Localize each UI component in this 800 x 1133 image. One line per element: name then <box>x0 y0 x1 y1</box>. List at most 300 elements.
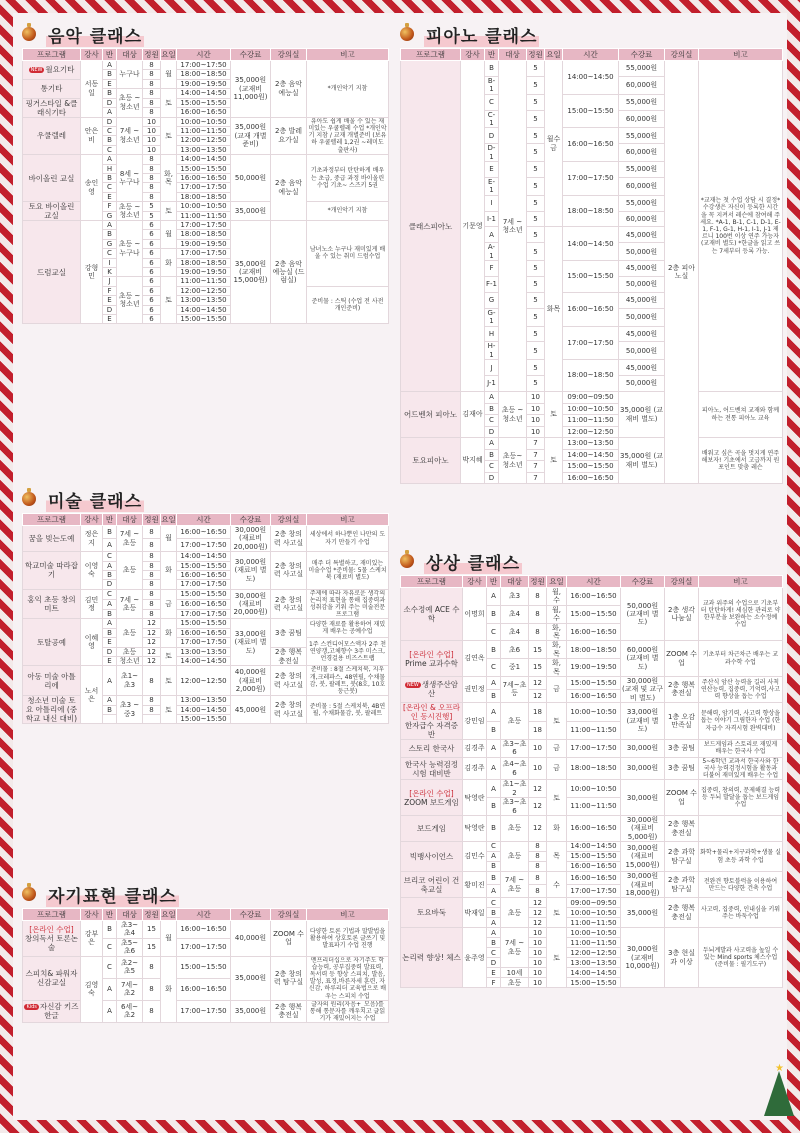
class-cell: B <box>487 798 501 816</box>
program-title: 우쿨렐레 <box>37 131 66 141</box>
room-cell: 2층 과학탐구실 <box>665 872 699 898</box>
program-name <box>23 1000 81 1023</box>
table-row <box>401 392 783 404</box>
program-name <box>23 221 81 324</box>
capacity-cell: 5 <box>143 211 161 221</box>
class-cell: A <box>103 696 117 705</box>
program-name: 어드벤쳐 피아노 <box>401 392 461 438</box>
time-cell: 16:00~16:50 <box>563 292 619 326</box>
target-cell: 초4 <box>501 623 529 641</box>
time-cell: 16:00~16:50 <box>177 173 231 182</box>
time-cell: 10:00~10:50 <box>567 928 621 938</box>
program-title: Prime 교과수학 <box>405 658 458 668</box>
day-cell: 월, 수 <box>547 605 567 623</box>
table-row <box>401 757 783 780</box>
teacher-name: 김경주 <box>463 757 487 780</box>
time-cell: 15:00~15:50 <box>177 164 231 173</box>
program-tag: [온라인 & 오프라인 동시진행] <box>402 703 460 722</box>
room-cell: 2층 피아노실 <box>665 61 699 484</box>
teacher-name: 안은비 <box>81 117 103 155</box>
capacity-cell: 8 <box>143 98 161 108</box>
time-cell: 18:00~18:50 <box>177 230 231 239</box>
program-name <box>401 740 463 758</box>
speech-table <box>22 908 389 1023</box>
time-cell: 18:00~18:50 <box>177 258 231 267</box>
capacity-cell: 12 <box>529 798 547 816</box>
target-cell: 7세 ~청소년 <box>499 61 527 392</box>
teacher-name: 권민정 <box>463 676 487 702</box>
fee-cell: 55,000원 <box>619 94 665 110</box>
time-cell: 13:00~13:50 <box>563 438 619 450</box>
fee-cell: 45,000원 <box>231 696 271 724</box>
capacity-cell: 5 <box>527 261 545 277</box>
time-cell: 14:00~14:50 <box>567 842 621 852</box>
day-cell: 토 <box>547 928 567 988</box>
room-cell: 2층 음악예능실 (드럼실) <box>271 221 307 324</box>
target-cell: 초4 <box>501 605 529 623</box>
time-cell: 11:00~11:50 <box>567 918 621 928</box>
room-cell: 2층 발레요가실 <box>271 117 307 155</box>
time-cell: 15:00~15:50 <box>177 98 231 108</box>
capacity-cell: 5 <box>527 292 545 308</box>
program-title: 토탈공예 <box>37 637 66 647</box>
fee-cell: 30,000원 (재료비 20,000원) <box>231 526 271 552</box>
capacity-cell: 5 <box>527 326 545 342</box>
class-cell: B <box>487 872 501 885</box>
target-cell: 초등 ~청소년 <box>117 202 143 221</box>
class-cell: C <box>485 94 499 110</box>
day-cell: 금 <box>547 740 567 758</box>
class-cell: B <box>103 70 117 79</box>
program-name <box>23 956 81 1000</box>
day-cell: 화 <box>161 552 177 590</box>
capacity-cell: 7 <box>527 449 545 461</box>
capacity-cell: 10 <box>529 968 547 978</box>
time-cell: 11:00~11:50 <box>567 798 621 816</box>
capacity-cell: 5 <box>527 94 545 110</box>
time-cell: 13:00~13:50 <box>177 145 231 154</box>
time-cell: 13:00~13:50 <box>567 958 621 968</box>
class-cell: A <box>487 885 501 898</box>
class-cell: B <box>103 609 117 619</box>
class-cell: I-1 <box>485 211 499 227</box>
table-row <box>401 928 783 938</box>
time-cell: 10:00~10:50 <box>177 117 231 126</box>
time-cell: 10:00~10:50 <box>567 908 621 918</box>
room-cell: 2층 과학 탐구실 <box>665 842 699 872</box>
teacher-name: 김민정 <box>81 589 103 619</box>
fee-cell: 45,000원 <box>619 360 665 376</box>
target-cell: 7세~초2 <box>117 978 143 1000</box>
class-cell: C <box>103 938 117 956</box>
capacity-cell: 10 <box>529 928 547 938</box>
day-cell: 화 <box>161 249 177 277</box>
time-cell: 17:00~17:50 <box>177 609 231 619</box>
teacher-name: 노서은 <box>81 666 103 724</box>
class-cell: B <box>485 449 499 461</box>
table-row <box>401 438 783 450</box>
capacity-cell: 10 <box>529 958 547 968</box>
time-cell: 15:00~15:50 <box>567 676 621 689</box>
program-title: 청소년 미술 토요 아틀리에 (중학교 내신 대비) <box>25 696 78 724</box>
class-cell: E <box>103 79 117 88</box>
capacity-cell: 5 <box>527 61 545 77</box>
capacity-cell: 8 <box>143 79 161 88</box>
program-tag: [온라인 수업] <box>409 788 454 798</box>
fee-cell: 40,000원 <box>231 921 271 957</box>
capacity-cell: 8 <box>143 61 161 70</box>
target-cell: 초2~초5 <box>117 956 143 978</box>
note-cell: *교재는 첫 수업 상담 시 결정* 수강생은 자신이 등록한 시간을 꼭 지켜서 레슨에 참여해 주세요. *A-1, B-1, C-1, D-1, E-1, F-1, G-1, H-1, I-1, J-1 제르니 100번 이상 연주 가능자 (교재비 별도) *한글을 읽고 쓰는 7세부터 등록 가능. <box>699 61 783 392</box>
capacity-cell: 15 <box>143 921 161 939</box>
capacity-cell: 8 <box>143 696 161 705</box>
teacher-name: 윤주영 <box>463 928 487 988</box>
time-cell: 16:00~16:50 <box>563 472 619 484</box>
art-title: 미술 클래스 <box>22 485 388 513</box>
target-cell: 초3 ~중3 <box>117 696 143 724</box>
class-cell: A <box>103 1000 117 1023</box>
target-cell: 초3 <box>501 588 529 606</box>
program-name <box>401 842 463 872</box>
capacity-cell: 5 <box>527 342 545 360</box>
time-cell: 17:00~17:50 <box>177 1000 231 1023</box>
program-name <box>23 79 81 98</box>
day-cell: 월 <box>161 921 177 957</box>
capacity-cell: 8 <box>143 609 161 619</box>
room-cell: 2층 행복 충전실 <box>665 815 699 841</box>
class-cell: E <box>103 192 117 201</box>
fee-cell: 35,000원 (교재비 15,000원) <box>231 221 271 324</box>
class-cell: D <box>485 472 499 484</box>
target-cell: 7세 ~초등 <box>501 928 529 968</box>
time-cell: 09:00~09:50 <box>567 898 621 908</box>
capacity-cell: 12 <box>143 657 161 666</box>
capacity-cell: 8 <box>143 1000 161 1023</box>
teacher-name: 박재일 <box>463 898 487 928</box>
class-cell: C <box>103 956 117 978</box>
note-cell: *개인악기 지참 <box>307 61 389 118</box>
day-cell: 화 <box>547 815 567 841</box>
program-name <box>401 676 463 702</box>
class-cell: F <box>487 978 501 988</box>
note-cell: 보드게임과 스토리로 재밌게 배우는 한국사 수업 <box>699 740 783 758</box>
class-cell: B <box>103 628 117 637</box>
capacity-cell: 8 <box>529 842 547 852</box>
ornament-icon <box>400 554 414 568</box>
target-cell: 초6 <box>501 641 529 659</box>
time-cell: 11:00~11:50 <box>177 126 231 135</box>
time-cell: 19:00~19:50 <box>177 268 231 277</box>
day-cell: 화, 목 <box>547 659 567 677</box>
capacity-cell: 10 <box>143 136 161 145</box>
table-row <box>401 815 783 841</box>
target-cell: 초등 ~청소년 <box>117 89 143 117</box>
target-cell: 초3~초6 <box>501 740 529 758</box>
day-cell: 월, 수 <box>547 588 567 606</box>
capacity-cell: 8 <box>143 173 161 182</box>
day-cell: 월 <box>161 221 177 249</box>
capacity-cell: 12 <box>529 676 547 689</box>
program-tag: [온라인 수업] <box>409 649 454 659</box>
table-row <box>23 221 389 230</box>
fee-cell: 50,000원 <box>619 277 665 293</box>
capacity-cell: 6 <box>143 296 161 305</box>
capacity-cell: 5 <box>527 211 545 227</box>
capacity-cell: 8 <box>529 862 547 872</box>
table-row <box>401 740 783 758</box>
time-cell: 15:00~15:50 <box>177 314 231 323</box>
class-cell: G-1 <box>485 308 499 326</box>
capacity-cell: 8 <box>143 183 161 192</box>
capacity-cell: 6 <box>143 268 161 277</box>
room-cell: 3층 꿈팀 <box>665 757 699 780</box>
program-title: 핑거스타일 &클래식기타 <box>25 98 78 117</box>
note-cell: 준비물 : 스틱 (수업 전 사전 개인준비) <box>307 286 389 324</box>
time-cell: 18:00~18:50 <box>567 757 621 780</box>
new-badge: NEW <box>30 67 43 74</box>
teacher-name: 강부은 <box>81 921 103 957</box>
note-cell: 전완견 향토블럭을 이용하여 만드는 다양한 건축 수업 <box>699 872 783 898</box>
day-cell: 토 <box>161 277 177 324</box>
time-cell: 12:00~12:50 <box>567 948 621 958</box>
target-cell: 초4~초6 <box>501 757 529 780</box>
target-cell: 초3~초6 <box>501 798 529 816</box>
fee-cell: 30,000원 (교재 및 교구비 별도) <box>622 676 663 702</box>
piano-title: 피아노 클래스 <box>400 20 782 48</box>
class-cell: B <box>103 705 117 714</box>
note-cell: 집중력, 창의력, 문제해결 능력 등 두뇌 발달을 돕는 보드게임 수업 <box>699 780 783 816</box>
time-cell: 14:00~14:50 <box>177 305 231 314</box>
class-cell: A <box>103 666 117 696</box>
capacity-cell: 10 <box>529 938 547 948</box>
target-cell: 초1~초2 <box>501 780 529 798</box>
target-cell: 초등~ 청소년 <box>499 438 527 484</box>
program-name <box>401 928 463 988</box>
class-cell: B <box>103 136 117 145</box>
class-cell: F <box>103 286 117 295</box>
table-row <box>23 921 389 939</box>
class-cell: D <box>485 426 499 438</box>
capacity-cell: 8 <box>143 526 161 539</box>
music-section <box>22 20 388 324</box>
time-cell: 12:00~12:50 <box>177 136 231 145</box>
class-cell: A <box>487 740 501 758</box>
time-cell: 11:00~11:50 <box>177 277 231 286</box>
room-cell: ZOOM 수업 <box>271 921 307 957</box>
class-cell: H-1 <box>485 342 499 360</box>
capacity-cell: 8 <box>143 192 161 201</box>
fee-cell: 33,000원 (재료비 별도) <box>231 619 271 666</box>
note-cell: 매주 더 특별하고, 재미있는 미술수업 *준비물: 5물 스케치북 (재료비 별도) <box>307 552 389 590</box>
class-cell: B <box>103 230 117 239</box>
capacity-cell: 12 <box>143 619 161 628</box>
class-cell: C <box>103 183 117 192</box>
time-cell: 09:00~09:50 <box>563 392 619 404</box>
class-cell: D <box>103 580 117 589</box>
program-title: 보드게임 <box>417 824 446 834</box>
fee-cell: 55,000원 <box>619 128 665 144</box>
capacity-cell: 8 <box>143 589 161 599</box>
class-cell: B <box>487 641 501 659</box>
target-cell: 6세~초2 <box>117 1000 143 1023</box>
target-cell: 초5~초6 <box>117 938 143 956</box>
capacity-cell: 6 <box>143 305 161 314</box>
class-cell: A <box>103 61 117 70</box>
program-title: 드럼교실 <box>37 267 66 277</box>
class-cell: E <box>487 968 501 978</box>
class-cell: D <box>103 117 117 126</box>
time-cell: 13:00~13:50 <box>177 296 231 305</box>
class-cell: B <box>103 526 117 539</box>
music-title: 음악 클래스 <box>22 20 388 48</box>
fee-cell: 35,000원 <box>231 1000 271 1023</box>
day-cell: 목 <box>547 842 567 872</box>
fee-cell: 60,000원 <box>619 76 665 94</box>
target-cell: 초등 ~청소년 <box>499 392 527 438</box>
program-title: 창의독서 토론논술 <box>24 933 79 952</box>
teacher-name: 김재아 <box>461 392 485 438</box>
time-cell: 15:00~15:50 <box>177 561 231 570</box>
capacity-cell: 5 <box>527 144 545 162</box>
capacity-cell: 8 <box>143 552 161 561</box>
fee-cell: 33,000원 (교재비 별도) <box>621 703 665 740</box>
capacity-cell: 5 <box>527 243 545 261</box>
table-row <box>401 703 783 722</box>
fee-cell: 60,000원 <box>619 110 665 128</box>
program-name <box>23 202 81 221</box>
time-cell: 15:00~15:50 <box>177 714 231 723</box>
class-cell: D <box>103 647 117 656</box>
fee-cell: 35,000원 <box>231 202 271 221</box>
program-name <box>23 619 81 666</box>
note-cell: 기초과정부터 탄탄하게 배우는 초급, 중급 과정 바이올린 수업 기초~ 스즈키 5권 <box>307 155 389 202</box>
program-name <box>23 552 81 590</box>
capacity-cell: 10 <box>527 392 545 404</box>
capacity-cell: 5 <box>527 110 545 128</box>
time-cell: 19:00~19:50 <box>177 79 231 88</box>
program-title: ZOOM 보드게임 <box>404 797 459 807</box>
target-cell: 10세 <box>501 968 529 978</box>
note-cell: 사고력, 집중력, 인내심을 키워주는 바둑수업 <box>699 898 783 928</box>
room-cell: 2층 행복 충전실 <box>271 1000 307 1023</box>
teacher-name: 이혜영 <box>81 619 103 666</box>
program-name: 클래스피아노 <box>401 61 461 392</box>
time-cell: 14:00~14:50 <box>563 227 619 261</box>
capacity-cell: 5 <box>527 227 545 243</box>
program-title: 꿈을 빚는도예 <box>28 534 75 544</box>
teacher-name: 이명희 <box>463 588 487 641</box>
new-badge: NEW <box>406 682 419 689</box>
time-cell: 12:00~12:50 <box>177 286 231 295</box>
note-cell: 멘프리더십으로 자기주도 학습능력, 공부집중력 발표력, 독서력 등 향상 스피치, 발음, 발성, 표정,바른자세 훈련, 자신감, 하루리더 교육법으로 배우는 스피치 수업 <box>307 956 389 1000</box>
speech-header: 프로그램 강사 반 대상 정원 요일 시간 수강료 강의실 비고 <box>23 909 389 921</box>
time-cell: 14:00~14:50 <box>177 552 231 561</box>
program-name <box>23 696 81 724</box>
program-name <box>401 780 463 816</box>
program-name <box>401 898 463 928</box>
day-cell: 토 <box>547 780 567 816</box>
class-cell: B-1 <box>485 76 499 94</box>
target-cell: 초등 <box>501 978 529 988</box>
capacity-cell: 6 <box>143 221 161 230</box>
teacher-name: 김민수 <box>463 842 487 872</box>
imagine-title: 상상 클래스 <box>400 547 782 575</box>
class-cell: D-1 <box>485 144 499 162</box>
target-cell: 초등 <box>501 898 529 928</box>
class-cell: A <box>103 619 117 628</box>
time-cell: 16:00~16:50 <box>177 599 231 609</box>
program-name <box>401 757 463 780</box>
imagine-header: 프로그램 강사 반 대상 정원 요일 시간 수강료 강의실 비고 <box>401 576 783 588</box>
teacher-name: 기문영 <box>461 61 485 392</box>
time-cell: 16:00~16:50 <box>567 862 621 872</box>
program-name <box>23 666 81 696</box>
time-cell: 15:00~15:50 <box>563 94 619 128</box>
music-table <box>22 48 389 324</box>
capacity-cell: 8 <box>529 623 547 641</box>
time-cell: 15:00~15:50 <box>177 956 231 978</box>
capacity-cell: 8 <box>143 599 161 609</box>
class-cell: F-1 <box>485 277 499 293</box>
note-cell: 세상에서 하나뿐인 나만의 도자기 만들기 수업 <box>307 526 389 552</box>
table-row <box>401 842 783 852</box>
program-title: 스피치& 파워자신감교실 <box>25 969 78 988</box>
note-cell: 다양한 토론 기법과 말발법을 활용하여 상호토론 글쓰기 및 발표파기 수업 진행 <box>307 921 389 957</box>
day-cell: 토 <box>547 898 567 928</box>
note-cell: 남녀노소 누구나 재미있게 배울 수 있는 취미 드럼수업 <box>307 221 389 287</box>
time-cell: 16:00~16:50 <box>177 921 231 939</box>
ornament-icon <box>22 492 36 506</box>
room-cell: 2층 행복충전실 <box>665 898 699 928</box>
time-cell: 16:00~16:50 <box>177 628 231 637</box>
teacher-name: 송인영 <box>81 155 103 221</box>
fee-cell: 30,000원 (교재비 10,000원) <box>621 928 665 988</box>
class-cell: A <box>487 852 501 862</box>
room-cell: 2층 창의력 탐구실 <box>271 956 307 1000</box>
time-cell: 15:00~15:50 <box>567 605 621 623</box>
target-cell: 초등 ~청소년 <box>117 277 143 324</box>
capacity-cell: 5 <box>527 376 545 392</box>
program-title: 자신감 키즈 한글 <box>39 1002 79 1021</box>
capacity-cell: 8 <box>143 70 161 79</box>
class-cell <box>103 714 117 723</box>
capacity-cell: 12 <box>143 638 161 647</box>
time-cell: 15:00~15:50 <box>567 852 621 862</box>
program-tag: [온라인 수업] <box>29 924 74 934</box>
class-cell: C <box>487 623 501 641</box>
christmas-tree-icon: ★ <box>764 1063 794 1123</box>
note-cell: 1주 스컨디어모스액자 2주 천연양갱,고체향수 3주 미스크,언경걸용 비즈스트랩 <box>307 638 389 666</box>
program-name <box>401 588 463 641</box>
time-cell: 16:00~16:50 <box>567 689 621 702</box>
time-cell: 17:00~17:50 <box>563 162 619 196</box>
fee-cell: 35,000원 (교재 개별준비) <box>231 117 271 155</box>
note-cell: 교과 위주의 수업으로 기초부터 탄탄하게! 세심한 관리로 약한부분을 보완하는 소수정예 수업 <box>699 588 783 641</box>
target-cell: 누구나 <box>117 61 143 89</box>
fee-cell: 50,000원 <box>619 376 665 392</box>
fee-cell: 45,000원 <box>619 326 665 342</box>
time-cell: 16:00~16:50 <box>567 623 621 641</box>
capacity-cell: 5 <box>527 162 545 178</box>
program-title: 생생주산암산 <box>421 680 459 699</box>
class-cell: C <box>487 659 501 677</box>
class-cell: D <box>103 305 117 314</box>
time-cell: 14:00~14:50 <box>567 968 621 978</box>
note-cell: 5~6학년 교과서 한국사와 한국사 능력검정시험을 활동과 더불어 재미있게 배우는 수업 <box>699 757 783 780</box>
capacity-cell: 10 <box>529 740 547 758</box>
time-cell: 11:00~11:50 <box>567 721 621 740</box>
program-name: 토요피아노 <box>401 438 461 484</box>
